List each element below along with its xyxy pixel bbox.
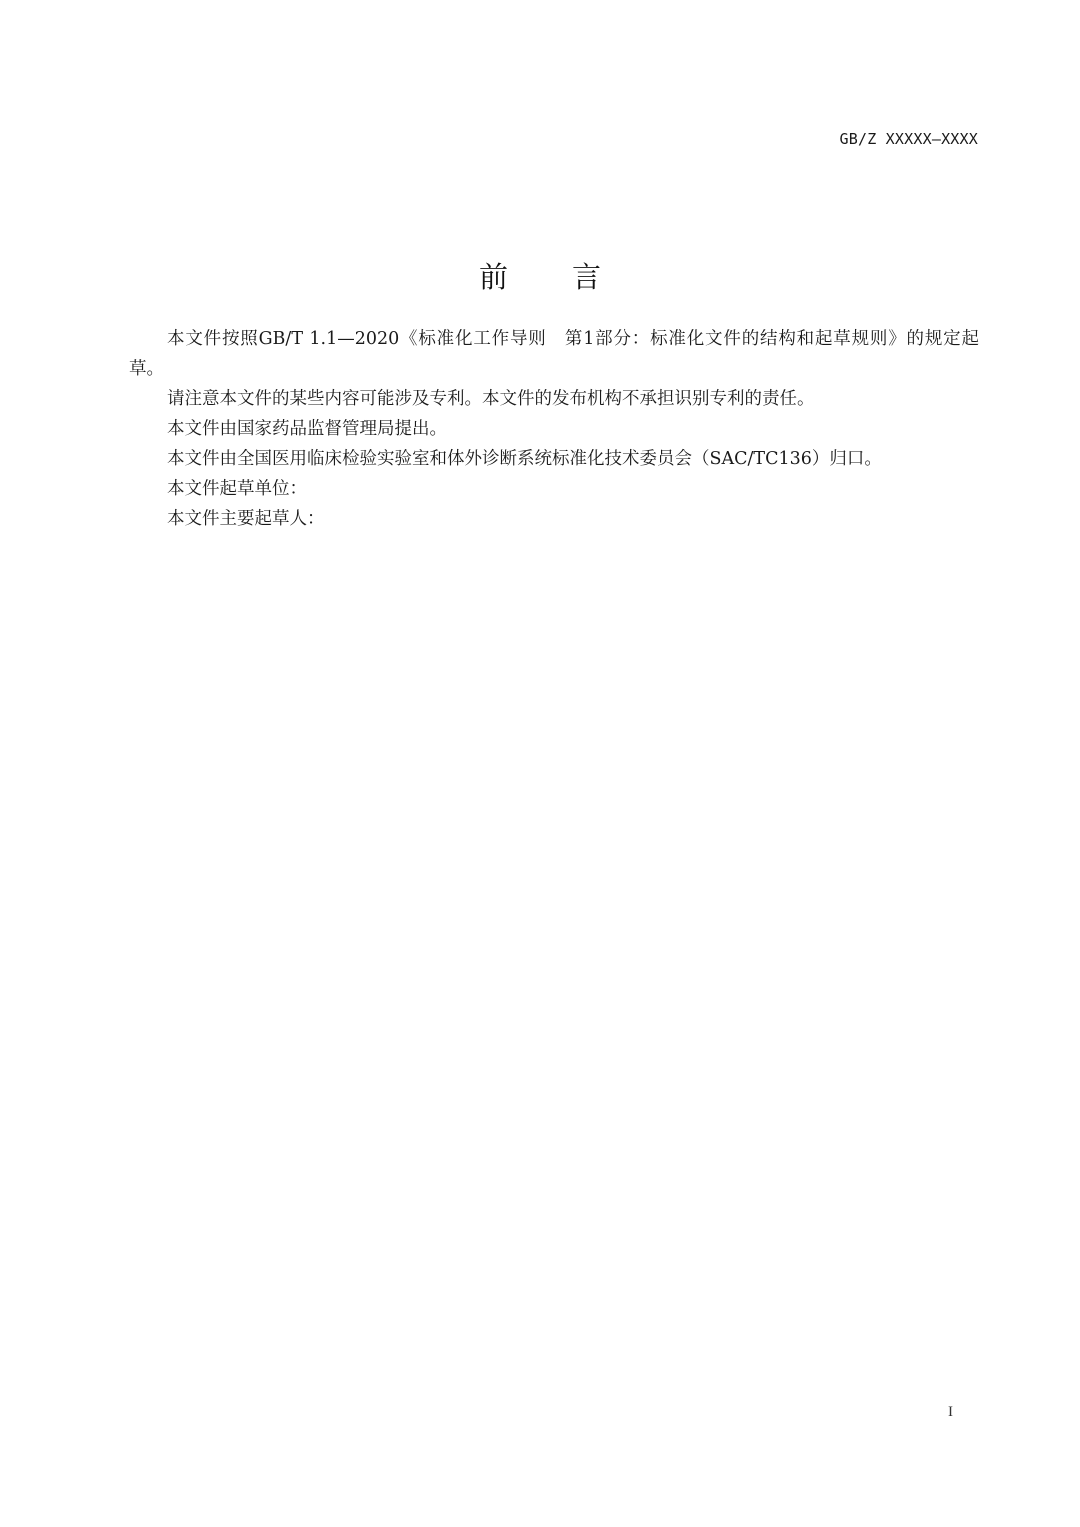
paragraph-proposer: 本文件由国家药品监督管理局提出。 xyxy=(167,419,447,439)
foreword-body xyxy=(129,324,979,534)
paragraph-drafting-units: 本文件起草单位： xyxy=(167,479,307,499)
paragraph-committee: 本文件由全国医用临床检验实验室和体外诊断系统标准化技术委员会（SAC/TC136）归口。 xyxy=(167,449,882,469)
paragraph-drafters: 本文件主要起草人： xyxy=(167,509,325,529)
paragraph-drafting-rules: 本文件按照GB/T 1.1—2020《标准化工作导则 第1部分：标准化文件的结构和起草规则》的规定起草。 xyxy=(129,329,979,379)
page-number: I xyxy=(948,1404,953,1420)
paragraph-patent-notice: 请注意本文件的某些内容可能涉及专利。本文件的发布机构不承担识别专利的责任。 xyxy=(167,389,815,409)
page-title: 前言 xyxy=(478,260,665,295)
document-code: GB/Z XXXXX—XXXX xyxy=(839,130,978,148)
